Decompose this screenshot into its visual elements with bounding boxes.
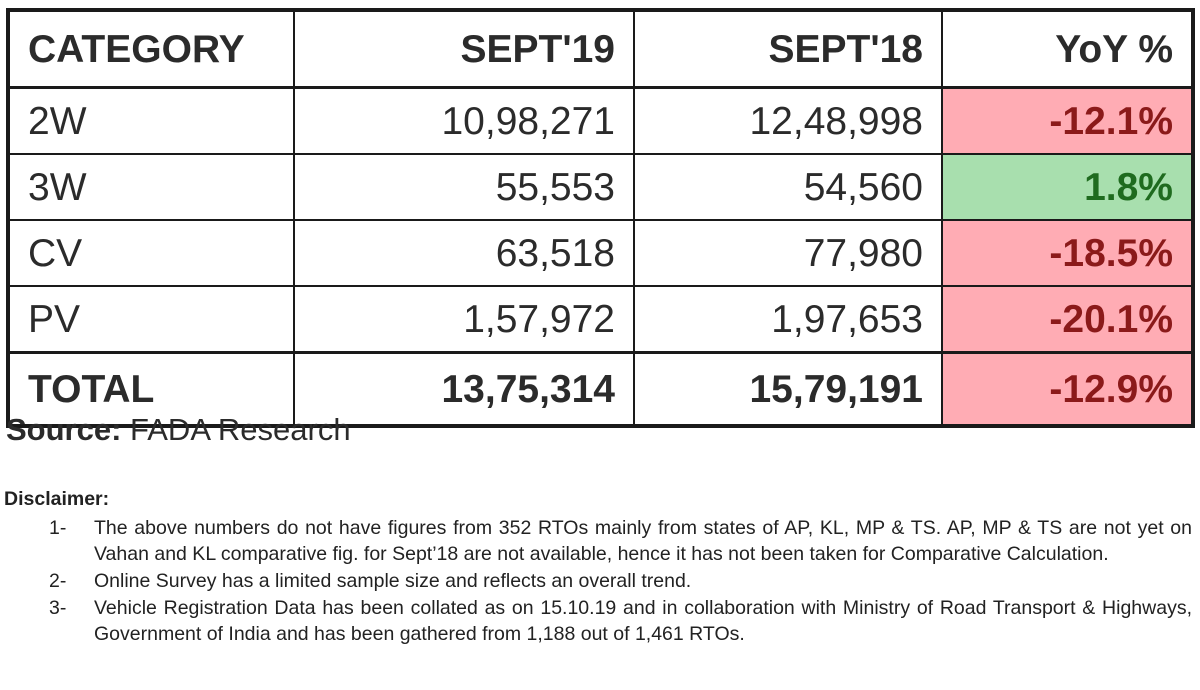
total-sept19: 13,75,314	[294, 353, 634, 427]
source-label: Source:	[6, 412, 122, 447]
disclaimer-item-number: 1-	[49, 517, 67, 539]
cell-category: 3W	[8, 154, 294, 220]
table-row	[8, 220, 1193, 286]
disclaimer-item-number: 3-	[49, 597, 67, 619]
table-header-row	[8, 10, 1193, 88]
cell-category: CV	[8, 220, 294, 286]
cell-sept18: 77,980	[634, 220, 942, 286]
header-sept19: SEPT'19	[294, 10, 634, 88]
table-row	[8, 88, 1193, 155]
cell-yoy: -12.1%	[942, 88, 1193, 155]
header-yoy: YoY %	[942, 10, 1193, 88]
disclaimer-item-number: 2-	[49, 570, 67, 592]
list-item	[4, 568, 1192, 594]
total-sept18: 15,79,191	[634, 353, 942, 427]
cell-yoy: -18.5%	[942, 220, 1193, 286]
table-row	[8, 286, 1193, 353]
cell-sept19: 55,553	[294, 154, 634, 220]
header-category: CATEGORY	[8, 10, 294, 88]
sales-table-container	[6, 8, 1191, 428]
total-label: TOTAL	[8, 353, 294, 427]
disclaimer-item-text: The above numbers do not have figures from 352 RTOs mainly from states of AP, KL, MP & TS. AP, MP & TS are not yet on Vahan and KL comparative fig. for Sept’18 are not available, hence it has not been taken for Comparative Calculation.	[94, 517, 1192, 565]
cell-sept19: 63,518	[294, 220, 634, 286]
cell-yoy: 1.8%	[942, 154, 1193, 220]
sales-table	[6, 8, 1195, 428]
disclaimer-title: Disclaimer:	[4, 488, 110, 510]
cell-category: PV	[8, 286, 294, 353]
disclaimer-section	[4, 488, 1192, 648]
cell-sept19: 10,98,271	[294, 88, 634, 155]
list-item	[4, 515, 1192, 567]
source-line	[6, 412, 351, 448]
cell-category: 2W	[8, 88, 294, 155]
disclaimer-item-text: Online Survey has a limited sample size and reflects an overall trend.	[94, 570, 692, 592]
table-row	[8, 154, 1193, 220]
total-yoy: -12.9%	[942, 353, 1193, 427]
cell-sept18: 1,97,653	[634, 286, 942, 353]
cell-yoy: -20.1%	[942, 286, 1193, 353]
source-value: FADA Research	[121, 412, 351, 447]
header-sept18: SEPT'18	[634, 10, 942, 88]
cell-sept19: 1,57,972	[294, 286, 634, 353]
cell-sept18: 12,48,998	[634, 88, 942, 155]
disclaimer-list	[4, 515, 1192, 647]
disclaimer-item-text: Vehicle Registration Data has been collated as on 15.10.19 and in collaboration with Ministry of Road Transport & Highways, Government of India and has been gathered from 1,188 out of 1,461 RTOs.	[94, 597, 1192, 645]
cell-sept18: 54,560	[634, 154, 942, 220]
list-item	[4, 595, 1192, 647]
